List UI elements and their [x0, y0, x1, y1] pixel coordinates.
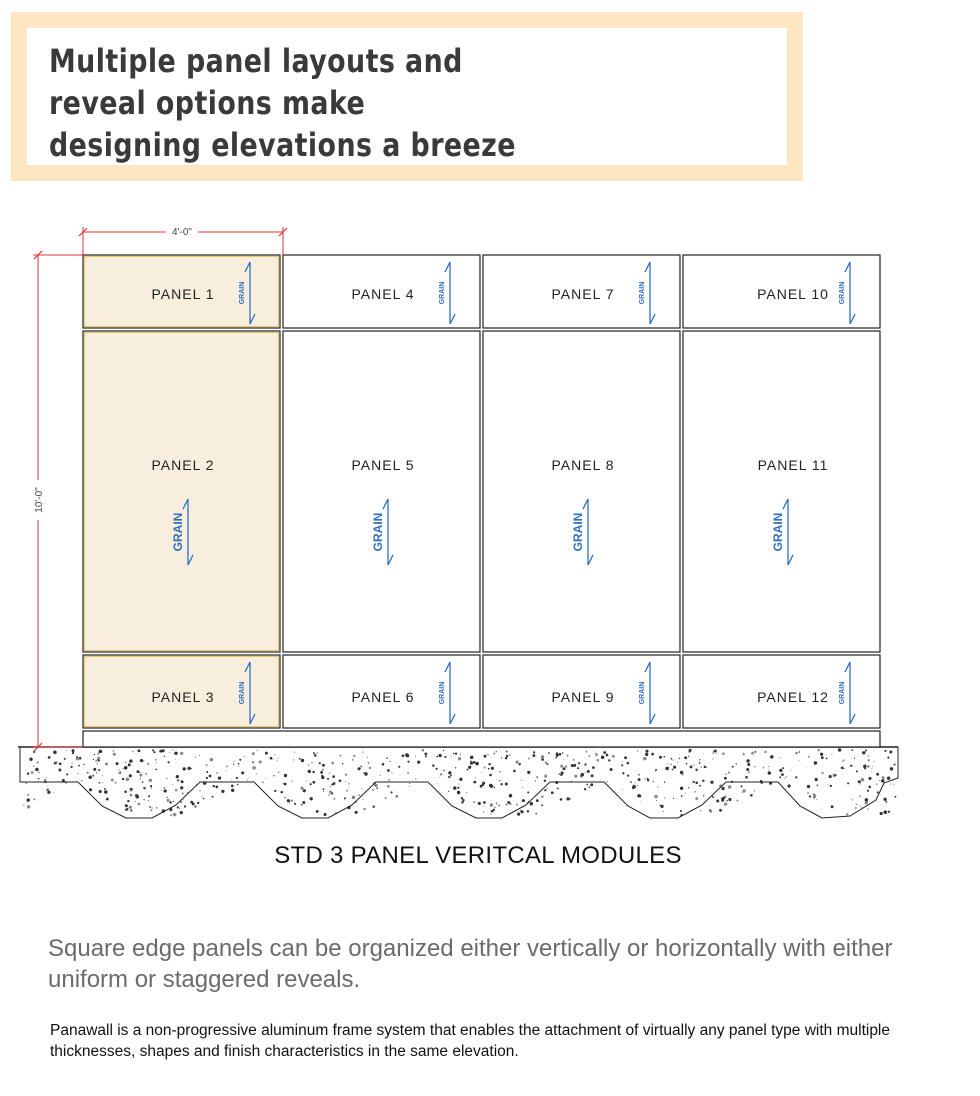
- panel-2: [83, 331, 280, 652]
- body-text: Panawall is a non-progressive aluminum frame system that enables the attachment of virtually any panel type with multiple thicknesses, shapes and finish characteristics in the same elevation.: [50, 1022, 890, 1060]
- panel-elevation-diagram: [0, 200, 956, 830]
- panel-9: [483, 655, 680, 728]
- grain-label: GRAIN: [771, 512, 785, 552]
- panel-11: [683, 331, 880, 652]
- panel-label: PANEL 7: [551, 286, 615, 302]
- width-dimension-label: 4'-0": [172, 227, 192, 238]
- panel-8: [483, 331, 680, 652]
- panel-label: PANEL 12: [757, 689, 829, 705]
- summary-text: Square edge panels can be organized either vertically or horizontally with either uniform or staggered reveals.: [48, 935, 893, 993]
- panel-label: PANEL 10: [757, 286, 829, 302]
- height-dimension-label: 10'-0": [34, 487, 45, 513]
- panel-outline: [83, 331, 280, 652]
- panel-4: [283, 255, 480, 328]
- grain-label: GRAIN: [371, 512, 385, 552]
- panel-3: [83, 655, 280, 728]
- grain-label: GRAIN: [171, 512, 185, 552]
- panel-outline: [483, 331, 680, 652]
- grain-label: GRAIN: [839, 281, 846, 305]
- grain-label: GRAIN: [439, 281, 446, 305]
- panel-label: PANEL 2: [151, 457, 215, 473]
- headline-panel: [27, 28, 787, 165]
- headline-banner: [11, 12, 803, 181]
- panel-10: [683, 255, 880, 328]
- base-sill: [83, 731, 880, 747]
- grain-label: GRAIN: [239, 281, 246, 305]
- headline-line-2: reveal options make: [49, 84, 366, 122]
- panel-label: PANEL 3: [151, 689, 215, 705]
- panel-label: PANEL 1: [151, 286, 215, 302]
- panel-6: [283, 655, 480, 728]
- panel-12: [683, 655, 880, 728]
- panel-outline: [683, 331, 880, 652]
- panel-grid: [83, 255, 880, 728]
- grain-label: GRAIN: [839, 681, 846, 705]
- panel-label: PANEL 11: [757, 457, 829, 473]
- grain-label: GRAIN: [639, 681, 646, 705]
- panel-5: [283, 331, 480, 652]
- panel-label: PANEL 8: [551, 457, 615, 473]
- panel-label: PANEL 9: [551, 689, 615, 705]
- grain-label: GRAIN: [571, 512, 585, 552]
- panel-outline: [283, 331, 480, 652]
- panel-label: PANEL 4: [351, 286, 415, 302]
- headline-line-3: designing elevations a breeze: [49, 126, 516, 164]
- panel-7: [483, 255, 680, 328]
- headline-line-1: Multiple panel layouts and: [49, 42, 463, 80]
- grain-label: GRAIN: [239, 681, 246, 705]
- panel-label: PANEL 6: [351, 689, 415, 705]
- grain-label: GRAIN: [639, 281, 646, 305]
- grain-label: GRAIN: [439, 681, 446, 705]
- panel-label: PANEL 5: [351, 457, 415, 473]
- diagram-caption: STD 3 PANEL VERITCAL MODULES: [274, 842, 682, 869]
- panel-1: [83, 255, 280, 328]
- concrete-ground: [18, 747, 898, 818]
